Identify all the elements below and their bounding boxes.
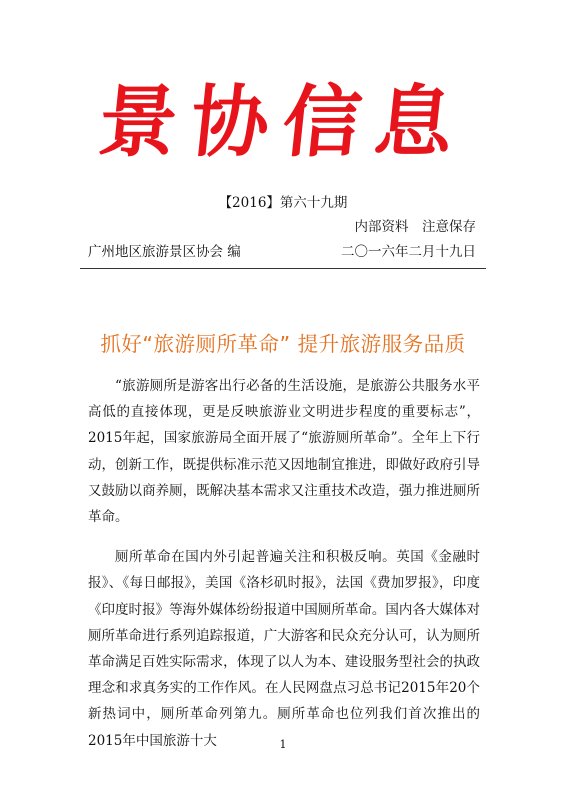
publisher-name: 广州地区旅游景区协会 编 [88, 244, 241, 260]
issue-number: 【2016】第六十九期 [218, 195, 348, 211]
article-headline: 抓好“旅游厕所革命” 提升旅游服务品质 [100, 332, 466, 356]
publisher-row [88, 240, 476, 260]
article-paragraph-1: “旅游厕所是游客出行必备的生活设施，是旅游公共服务水平高低的直接体现，更是反映旅游业文明进步程度的重要标志”，2015年起，国家旅游局全面开展了“旅游厕所革命”。全年上下行动，创新工作，既提供标准示范又因地制宜推进，即做好政府引导又鼓励以商养厕，既解决基本需求又注重技术改造，强力推进厕所革命。 [88, 378, 480, 526]
publish-date: 二〇一六年二月十九日 [341, 244, 476, 260]
confidential-notice: 内部资料 注意保存 [354, 219, 476, 235]
article-body [88, 373, 480, 768]
masthead-title: 景协信息 [94, 77, 472, 168]
page-number: 1 [279, 738, 287, 751]
divider-rule [80, 268, 486, 269]
article-paragraph-2: 厕所革命在国内外引起普遍关注和积极反响。英国《金融时报》、《每日邮报》，美国《洛杉矶时报》，法国《费加罗报》，印度《印度时报》等海外媒体纷纷报道中国厕所革命。国内各大媒体对厕所革命进行系列追踪报道，广大游客和民众充分认可，认为厕所革命满足百姓实际需求，体现了以人为本、建设服务型社会的执政理念和求真务实的工作作风。在人民网盘点习总书记2015年20个新热词中，厕所革命列第九。厕所革命也位列我们首次推出的2015年中国旅游十大 [88, 549, 480, 749]
